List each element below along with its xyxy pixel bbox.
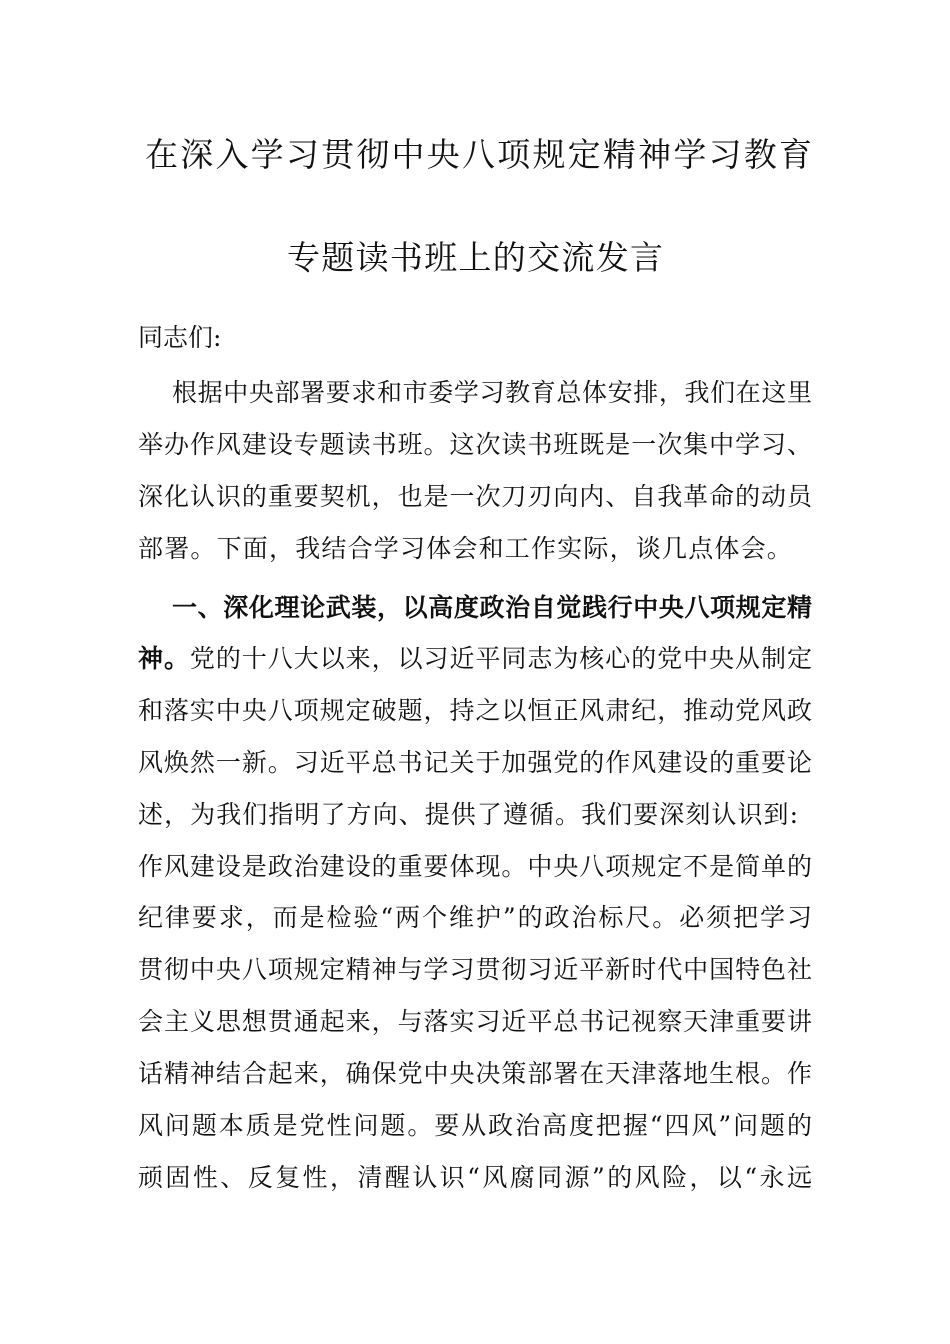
paragraph-text: 党的十八大以来，以习近平同志为核心的党中央从制定 [189, 644, 812, 673]
section-heading-tail: 神。 [138, 644, 190, 673]
paragraph-line: 会主义思想贯通起来，与落实习近平总书记视察天津重要讲 [138, 1007, 812, 1036]
paragraph-line: 话精神结合起来，确保党中央决策部署在天津落地生根。作 [138, 1059, 812, 1088]
paragraph-line: 风问题本质是党性问题。要从政治高度把握“四风”问题的 [138, 1111, 812, 1140]
paragraph-line [138, 644, 812, 674]
paragraph-line: 作风建设是政治建设的重要体现。中央八项规定不是简单的 [138, 852, 812, 881]
paragraph-line: 根据中央部署要求和市委学习教育总体安排，我们在这里 [172, 378, 812, 407]
document-title-line-1: 在深入学习贯彻中央八项规定精神学习教育 [145, 135, 812, 174]
paragraph-line: 风焕然一新。习近平总书记关于加强党的作风建设的重要论 [138, 748, 812, 777]
paragraph-line: 述，为我们指明了方向、提供了遵循。我们要深刻认识到: [138, 800, 798, 829]
paragraph-line: 纪律要求，而是检验“两个维护”的政治标尺。必须把学习 [138, 903, 812, 932]
salutation: 同志们: [138, 323, 222, 352]
document-title-line-2: 专题读书班上的交流发言 [287, 238, 663, 277]
paragraph-line: 贯彻中央八项规定精神与学习贯彻习近平新时代中国特色社 [138, 955, 812, 984]
paragraph-line: 和落实中央八项规定破题，持之以恒正风肃纪，推动党风政 [138, 696, 812, 725]
section-heading: 一、深化理论武装，以高度政治自觉践行中央八项规定精 [172, 593, 812, 622]
paragraph-line: 顽固性、反复性，清醒认识“风腐同源”的风险，以“永远 [138, 1163, 812, 1192]
paragraph-line: 部署。下面，我结合学习体会和工作实际，谈几点体会。 [138, 534, 794, 563]
paragraph-line: 深化认识的重要契机，也是一次刀刃向内、自我革命的动员 [138, 482, 812, 511]
paragraph-line: 举办作风建设专题读书班。这次读书班既是一次集中学习、 [138, 430, 812, 459]
